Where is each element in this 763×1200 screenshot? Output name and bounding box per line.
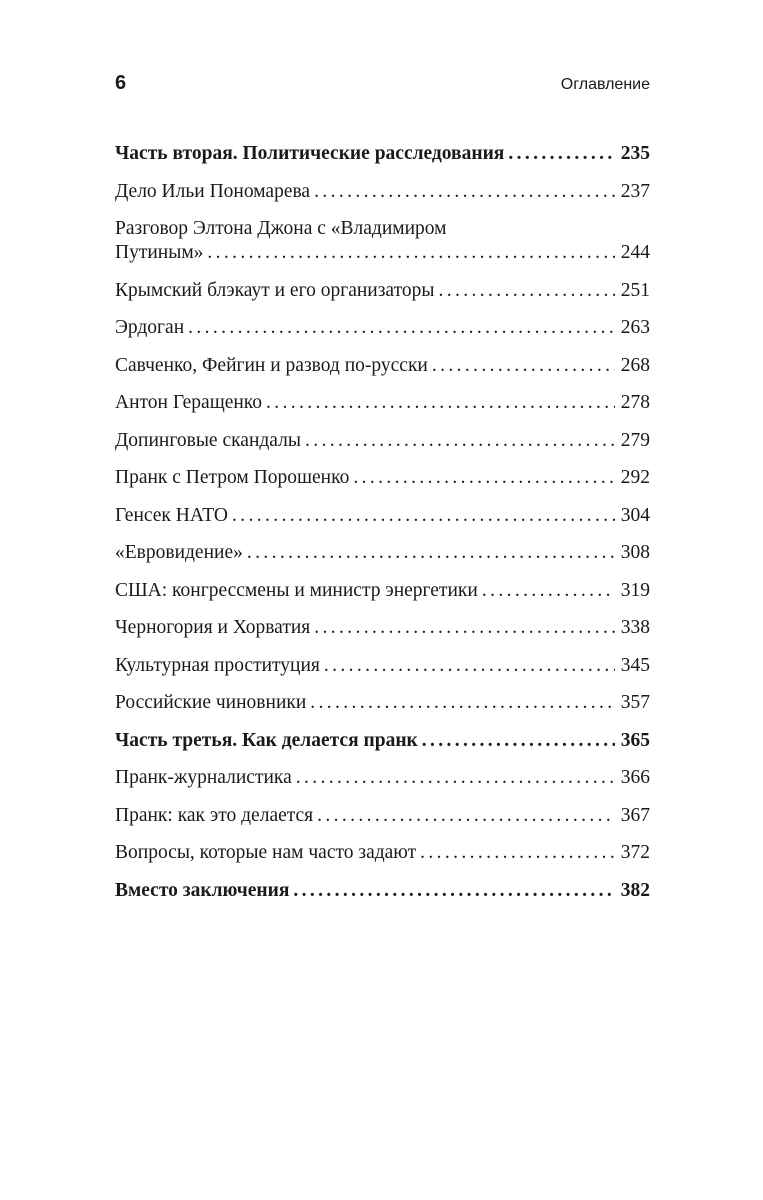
dot-leader — [317, 804, 615, 828]
table-of-contents — [115, 142, 650, 916]
dot-leader — [353, 466, 614, 490]
toc-page-number: 278 — [620, 392, 650, 413]
toc-entry[interactable] — [115, 541, 650, 565]
toc-entry[interactable] — [115, 579, 650, 603]
toc-page-number: 304 — [620, 504, 650, 526]
toc-entry-title: Эрдоган — [115, 317, 185, 338]
dot-leader — [314, 616, 615, 640]
toc-entry-title: Пранк: как это делается — [115, 804, 314, 826]
toc-entry-title: США: конгрессмены и министр энергетики — [115, 579, 478, 601]
toc-entry-title: Пранк с Петром Порошенко — [115, 467, 350, 488]
toc-entry-title: Вопросы, которые нам часто задают — [115, 842, 417, 863]
toc-entry[interactable] — [115, 691, 650, 715]
dot-leader — [305, 429, 615, 453]
toc-entry-title: Крымский блэкаут и его организаторы — [115, 279, 435, 301]
toc-entry-title: Савченко, Фейгин и развод по-русски — [115, 354, 428, 376]
toc-entry-title: Культурная проституция — [115, 654, 320, 676]
toc-entry[interactable] — [115, 429, 650, 453]
dot-leader — [438, 279, 614, 303]
toc-page-number: 308 — [620, 542, 650, 563]
toc-part-heading[interactable] — [115, 142, 650, 166]
toc-page-number: 268 — [620, 354, 650, 376]
toc-page-number: 366 — [620, 767, 650, 788]
toc-entry-title: Генсек НАТО — [115, 504, 228, 526]
toc-page-number: 237 — [620, 180, 650, 202]
dot-leader — [432, 354, 615, 378]
toc-entry[interactable] — [115, 316, 650, 340]
page-number: 6 — [115, 72, 127, 94]
toc-page-number: 319 — [620, 579, 650, 601]
toc-entry-title: Пранк-журналистика — [115, 767, 292, 788]
toc-page-number: 279 — [620, 429, 650, 451]
toc-entry-title: Российские чиновники — [115, 692, 307, 713]
dot-leader — [247, 541, 615, 565]
toc-page-number: 338 — [620, 617, 650, 638]
toc-entry[interactable] — [115, 279, 650, 303]
toc-entry-title-line1: Разговор Элтона Джона с «Владимиром — [115, 218, 447, 239]
running-head — [115, 72, 650, 98]
toc-entry-title: Дело Ильи Пономарева — [115, 180, 311, 202]
toc-entry-title: Путиным» — [115, 242, 204, 263]
toc-entry-title: «Евровидение» — [115, 542, 243, 563]
toc-page-number: 382 — [620, 879, 650, 901]
toc-entry[interactable] — [115, 504, 650, 528]
toc-entry[interactable] — [115, 466, 650, 490]
toc-page-number: 367 — [620, 804, 650, 826]
dot-leader — [296, 766, 615, 790]
dot-leader — [420, 841, 615, 865]
toc-page-number: 292 — [620, 467, 650, 488]
toc-entry-title: Часть вторая. Политические расследования — [115, 143, 505, 164]
dot-leader — [314, 180, 615, 204]
dot-leader — [266, 391, 615, 415]
toc-entry-title: Вместо заключения — [115, 879, 290, 901]
toc-page-number: 244 — [620, 242, 650, 263]
section-title: Оглавление — [560, 76, 650, 93]
dot-leader — [232, 504, 615, 528]
dot-leader — [188, 316, 615, 340]
toc-part-heading[interactable] — [115, 729, 650, 753]
toc-entry[interactable] — [115, 804, 650, 828]
toc-entry-title: Антон Геращенко — [115, 392, 263, 413]
toc-entry[interactable] — [115, 354, 650, 378]
toc-entry-title: Допинговые скандалы — [115, 429, 301, 451]
toc-page-number: 345 — [620, 654, 650, 676]
dot-leader — [293, 879, 614, 903]
toc-entry[interactable] — [115, 616, 650, 640]
toc-page-number: 235 — [620, 143, 650, 164]
toc-page-number: 251 — [620, 279, 650, 301]
toc-entry-title: Черногория и Хорватия — [115, 617, 311, 638]
toc-entry[interactable] — [115, 217, 650, 265]
toc-entry[interactable] — [115, 391, 650, 415]
dot-leader — [310, 691, 614, 715]
toc-entry[interactable] — [115, 180, 650, 204]
dot-leader — [482, 579, 615, 603]
dot-leader — [508, 142, 614, 166]
toc-page-number: 263 — [620, 317, 650, 338]
toc-entry[interactable] — [115, 766, 650, 790]
toc-page-number: 372 — [620, 842, 650, 863]
dot-leader — [324, 654, 615, 678]
toc-conclusion[interactable] — [115, 879, 650, 903]
toc-entry[interactable] — [115, 841, 650, 865]
toc-entry[interactable] — [115, 654, 650, 678]
toc-page-number: 365 — [620, 729, 650, 751]
toc-page-number: 357 — [620, 692, 650, 713]
dot-leader — [207, 241, 614, 265]
toc-entry-title: Часть третья. Как делается пранк — [115, 729, 418, 751]
dot-leader — [422, 729, 615, 753]
